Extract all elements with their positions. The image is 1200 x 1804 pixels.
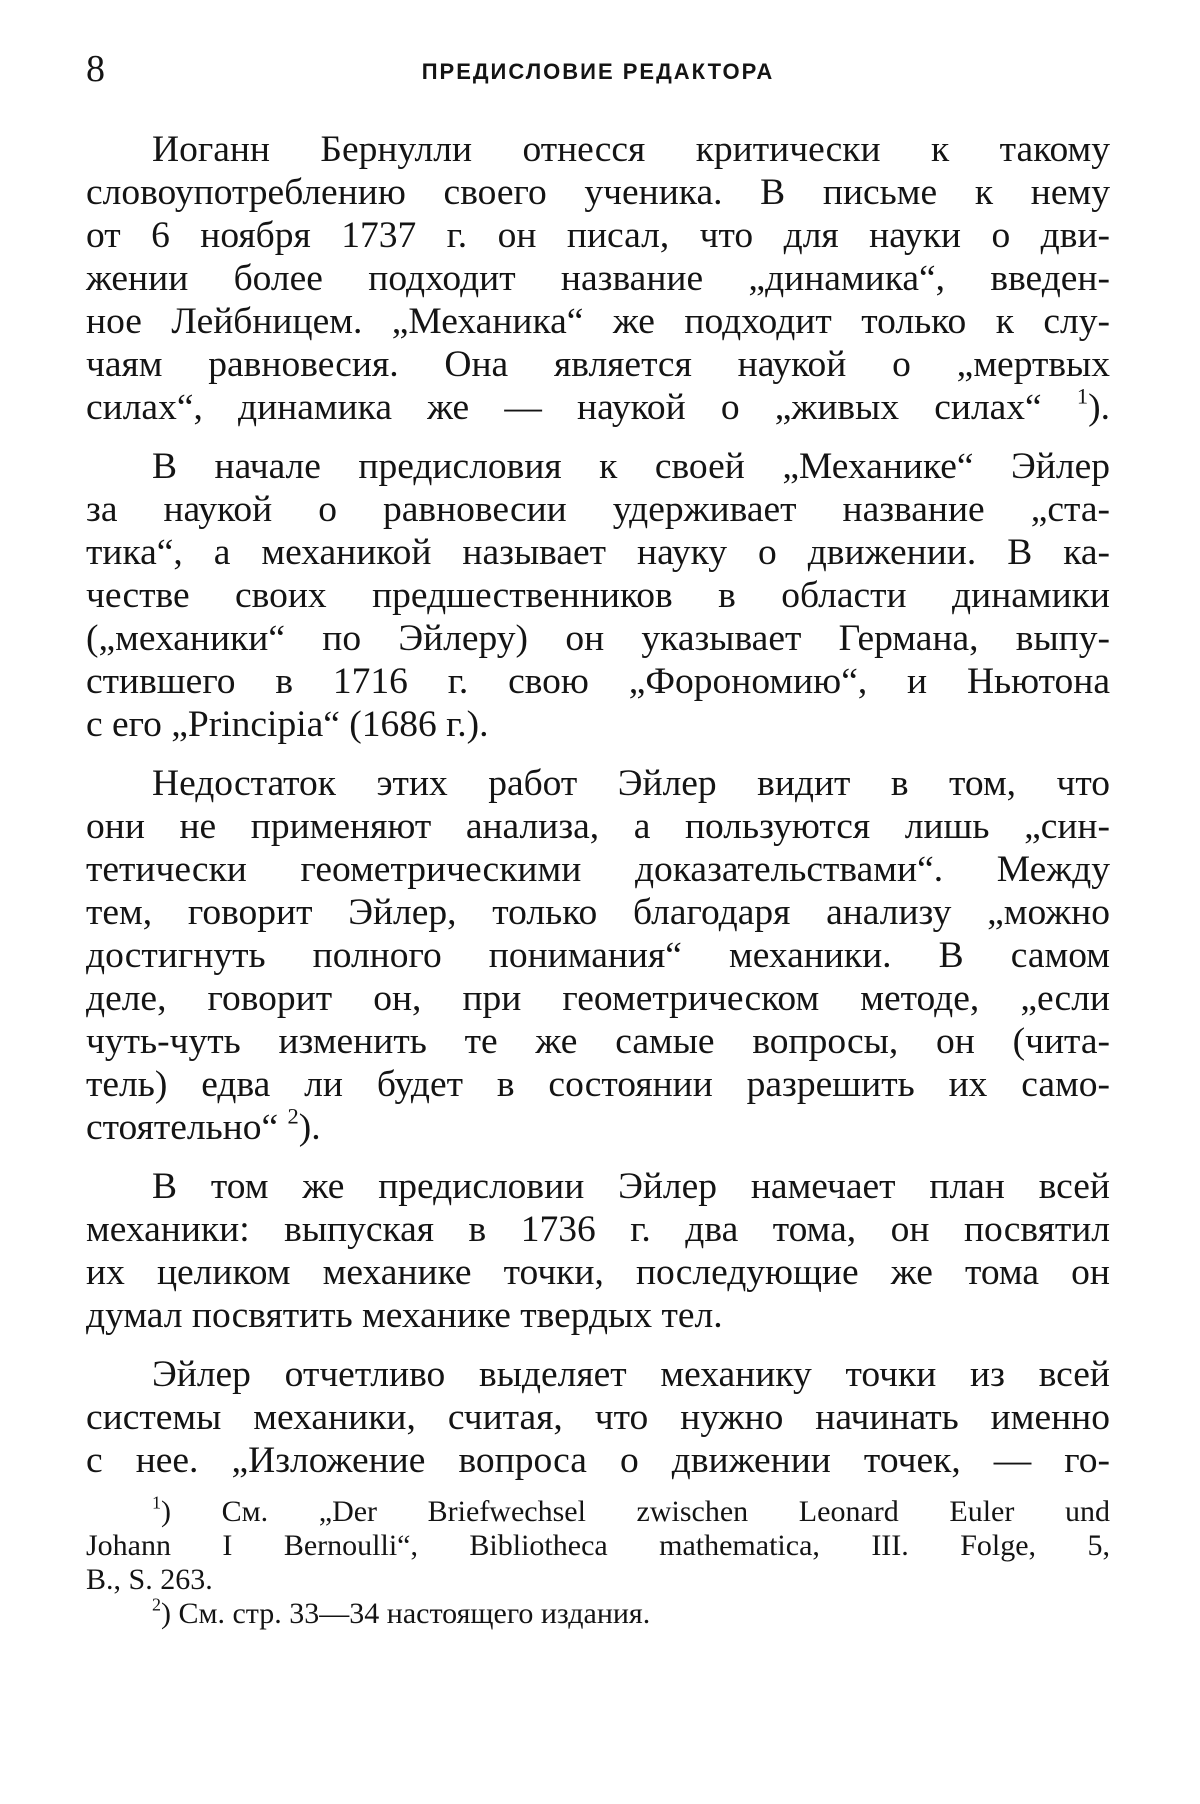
text-line: думал посвятить механике твердых тел.	[86, 1295, 723, 1336]
text-line: системы механики, считая, что нужно начинать именно	[86, 1397, 1110, 1438]
text-line: с нее. „Изложение вопроса о движении точек, — го-	[86, 1440, 1110, 1481]
paragraph	[86, 1165, 1110, 1337]
footnote-line	[86, 1492, 1110, 1529]
text-line: они не применяют анализа, а пользуются лишь „син-	[86, 806, 1110, 847]
text-line: чуть-чуть изменить те же самые вопросы, он (чита-	[86, 1021, 1110, 1062]
text-line	[86, 1103, 1110, 1149]
line-text: стоятельно“	[86, 1107, 279, 1148]
text-line: их целиком механике точки, последующие же тома он	[86, 1252, 1110, 1293]
text-line: стившего в 1716 г. свою „Форономию“, и Ньютона	[86, 661, 1110, 702]
text-line: Эйлер отчетливо выделяет механику точки из всей	[152, 1354, 1110, 1395]
paragraph	[86, 445, 1110, 746]
text-line: Иоганн Бернулли отнесся критически к такому	[152, 129, 1110, 170]
text-line: механики: выпуская в 1736 г. два тома, он посвятил	[86, 1209, 1110, 1250]
text-line: достигнуть полного понимания“ механики. В самом	[86, 935, 1110, 976]
footnote-marker: 2	[152, 1594, 161, 1615]
text-line: ное Лейбницем. „Механика“ же подходит только к слу-	[86, 301, 1110, 342]
text-line: деле, говорит он, при геометрическом методе, „если	[86, 978, 1110, 1019]
text-line: тетически геометрическими доказательствами“. Между	[86, 849, 1110, 890]
text-line: жении более подходит название „динамика“, введен-	[86, 258, 1110, 299]
footnote-line	[86, 1594, 1110, 1631]
text-line: честве своих предшественников в области динамики	[86, 575, 1110, 616]
text-line: тель) едва ли будет в состоянии разрешить их само-	[86, 1064, 1110, 1105]
text-line: с его „Principia“ (1686 г.).	[86, 704, 489, 745]
footnote-marker: 1	[152, 1492, 161, 1513]
paragraph	[86, 762, 1110, 1149]
footnotes	[86, 1492, 1110, 1631]
line-tail: ).	[298, 1107, 321, 1148]
text-line: Недостаток этих работ Эйлер видит в том, что	[152, 763, 1110, 804]
text-line: чаям равновесия. Она является наукой о „мертвых	[86, 344, 1110, 385]
footnote-marker: 1	[1076, 383, 1089, 409]
text-line: за наукой о равновесии удерживает название „ста-	[86, 489, 1110, 530]
paragraph	[86, 128, 1110, 429]
line-text: ) См. стр. 33—34 настоящего издания.	[161, 1597, 651, 1630]
footnote	[86, 1492, 1110, 1597]
footnote-line: Johann I Bernoulli“, Bibliotheca mathematica, III. Folge, 5,	[86, 1529, 1110, 1562]
footnote-line: B., S. 263.	[86, 1563, 213, 1596]
page-header	[86, 44, 1110, 94]
text-line: В начале предисловия к своей „Механике“ Эйлер	[152, 446, 1110, 487]
paragraph	[86, 1353, 1110, 1482]
line-tail: ).	[1088, 387, 1110, 428]
footnote	[86, 1594, 1110, 1631]
line-text: силах“, динамика же — наукой о „живых силах“	[86, 387, 1042, 428]
line-text: ) См. „Der Briefwechsel zwischen Leonard Euler und	[161, 1495, 1110, 1528]
page-number: 8	[86, 48, 105, 90]
text-line: от 6 ноября 1737 г. он писал, что для науки о дви-	[86, 215, 1110, 256]
body-text	[86, 128, 1110, 1482]
text-line: тем, говорит Эйлер, только благодаря анализу „можно	[86, 892, 1110, 933]
footnote-marker: 2	[287, 1103, 299, 1129]
text-line	[86, 383, 1110, 429]
text-line: тика“, а механикой называет науку о движении. В ка-	[86, 532, 1110, 573]
text-line: словоупотреблению своего ученика. В письме к нему	[86, 172, 1110, 213]
text-line: В том же предисловии Эйлер намечает план всей	[152, 1166, 1110, 1207]
text-line: („механики“ по Эйлеру) он указывает Германа, выпу-	[86, 618, 1110, 659]
running-title: ПРЕДИСЛОВИЕ РЕДАКТОРА	[421, 59, 775, 84]
